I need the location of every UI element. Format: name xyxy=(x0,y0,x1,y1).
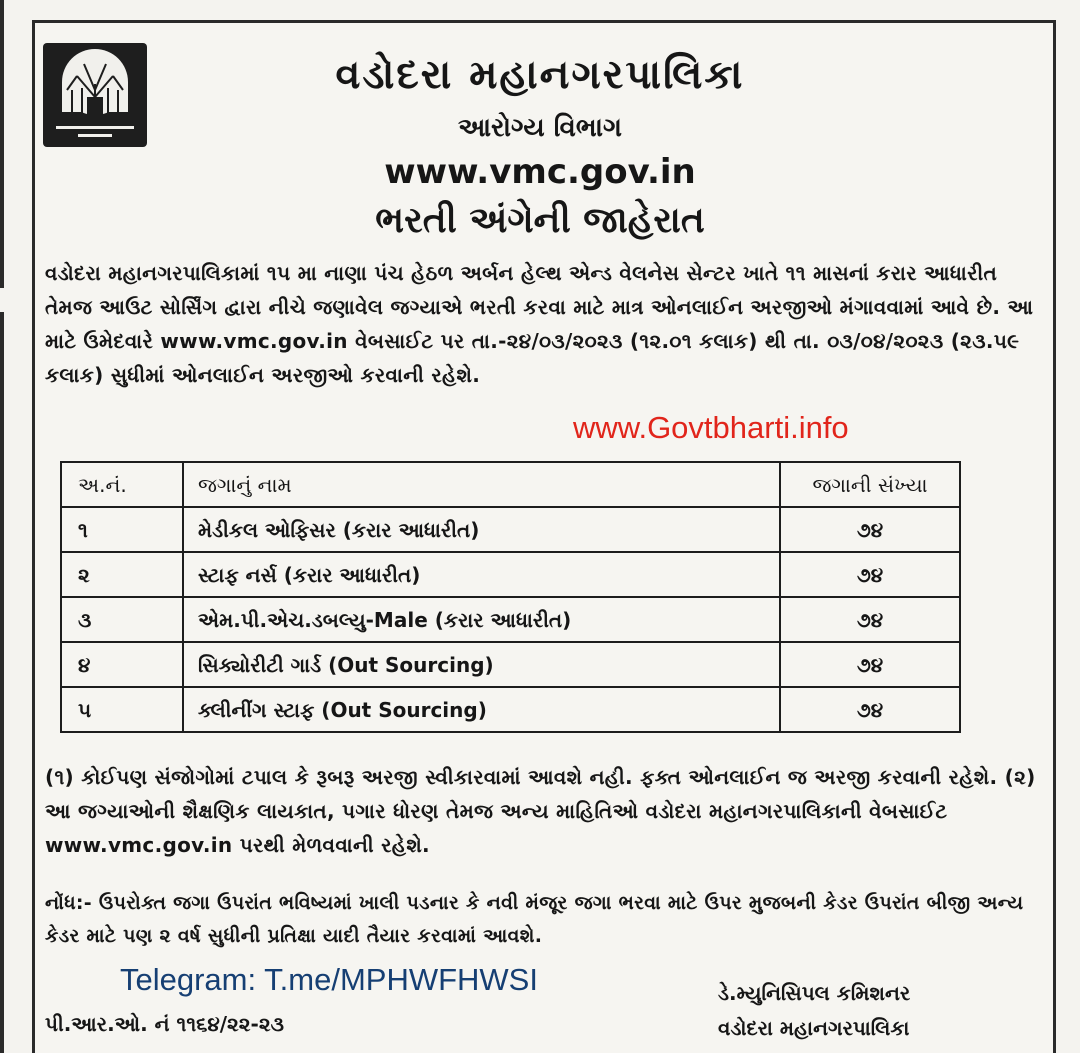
intro-paragraph: વડોદરા મહાનગરપાલિકામાં ૧૫ મા નાણા પંચ હેઠળ અર્બન હેલ્થ એન્ડ વેલનેસ સેન્ટર ખાતે ૧૧ માસનાં કરાર આધારીત તેમજ આઉટ સોર્સિંગ દ્વારા નીચે જણાવેલ જગ્યાએ ભરતી કરવા માટે માત્ર ઓનલાઈન અરજીઓ મંગાવવામાં આવે છે. આ માટે ઉમેદવારે www.vmc.gov.in વેબસાઈટ પર તા.-૨૪/૦૩/૨૦૨૩ (૧૨.૦૧ કલાક) થી તા. ૦૩/૦૪/૨૦૨૩ (૨૩.૫૯ કલાક) સુધીમાં ઓનલાઈન અરજીઓ કરવાની રહેશે. xyxy=(45,261,1034,387)
signatory-designation: ડે.મ્યુનિસિપલ કમિશનર xyxy=(718,981,911,1005)
posts-table xyxy=(60,461,961,733)
row-number: ૨ xyxy=(61,552,183,597)
row-post-name: સ્ટાફ નર્સ (કરાર આધારીત) xyxy=(183,552,780,597)
column-header-post-name: જગાનું નામ xyxy=(183,462,780,507)
signature-block xyxy=(718,976,910,1046)
row-post-count: ૭૪ xyxy=(780,687,960,732)
column-header-number: અ.નં. xyxy=(61,462,183,507)
row-post-name: એમ.પી.એચ.ડબલ્યુ-Male (કરાર આધારીત) xyxy=(183,597,780,642)
pro-reference-number: પી.આર.ઓ. નં ૧૧૬૪/૨૨-૨૩ xyxy=(45,1012,284,1036)
page-edge-mark-bottom xyxy=(0,312,4,1053)
advertisement-headline: ભરતી અંગેની જાહેરાત xyxy=(375,200,705,241)
table-row xyxy=(61,507,960,552)
waiting-list-note: નોંધ:- ઉપરોક્ત જગા ઉપરાંત ભવિષ્યમાં ખાલી પડનાર કે નવી મંજૂર જગા ભરવા માટે ઉપર મુજબની કેડર ઉપરાંત બીજી અન્ય કેડર માટે પણ ૨ વર્ષ સુધીની પ્રતિક્ષા યાદી તૈયાર કરવામાં આવશે. xyxy=(45,892,1024,947)
telegram-watermark: Telegram: T.me/MPHWFHWSI xyxy=(120,962,538,997)
table-header-row xyxy=(61,462,960,507)
row-number: ૩ xyxy=(61,597,183,642)
watermark-govtbharti: www.Govtbharti.info xyxy=(573,410,849,445)
page-edge-mark-top xyxy=(0,0,4,288)
row-number: ૫ xyxy=(61,687,183,732)
signatory-organization: વડોદરા મહાનગરપાલિકા xyxy=(718,1016,910,1040)
row-number: ૧ xyxy=(61,507,183,552)
website-title: www.vmc.gov.in xyxy=(384,152,696,192)
row-post-count: ૭૪ xyxy=(780,642,960,687)
conditions-paragraph: (૧) કોઈપણ સંજોગોમાં ટપાલ કે રૂબરૂ અરજી સ્વીકારવામાં આવશે નહી. ફક્ત ઓનલાઈન જ અરજી કરવાની રહેશે. (૨) આ જગ્યાઓની શૈક્ષણિક લાયકાત, પગાર ધોરણ તેમજ અન્ય માહિતિઓ વડોદરા મહાનગરપાલિકાની વેબસાઈટ www.vmc.gov.in પરથી મેળવવાની રહેશે. xyxy=(45,765,1036,857)
table-row xyxy=(61,597,960,642)
column-header-post-count: જગાની સંખ્યા xyxy=(780,462,960,507)
row-post-count: ૭૪ xyxy=(780,552,960,597)
row-post-name: મેડીકલ ઓફિસર (કરાર આધારીત) xyxy=(183,507,780,552)
table-row xyxy=(61,642,960,687)
organization-title: વડોદરા મહાનગરપાલિકા xyxy=(335,52,745,98)
row-number: ૪ xyxy=(61,642,183,687)
table-row xyxy=(61,552,960,597)
table-row xyxy=(61,687,960,732)
row-post-count: ૭૪ xyxy=(780,597,960,642)
row-post-count: ૭૪ xyxy=(780,507,960,552)
department-title: આરોગ્ય વિભાગ xyxy=(457,113,623,143)
row-post-name: ક્લીનીંગ સ્ટાફ (Out Sourcing) xyxy=(183,687,780,732)
row-post-name: સિક્યોરીટી ગાર્ડ (Out Sourcing) xyxy=(183,642,780,687)
